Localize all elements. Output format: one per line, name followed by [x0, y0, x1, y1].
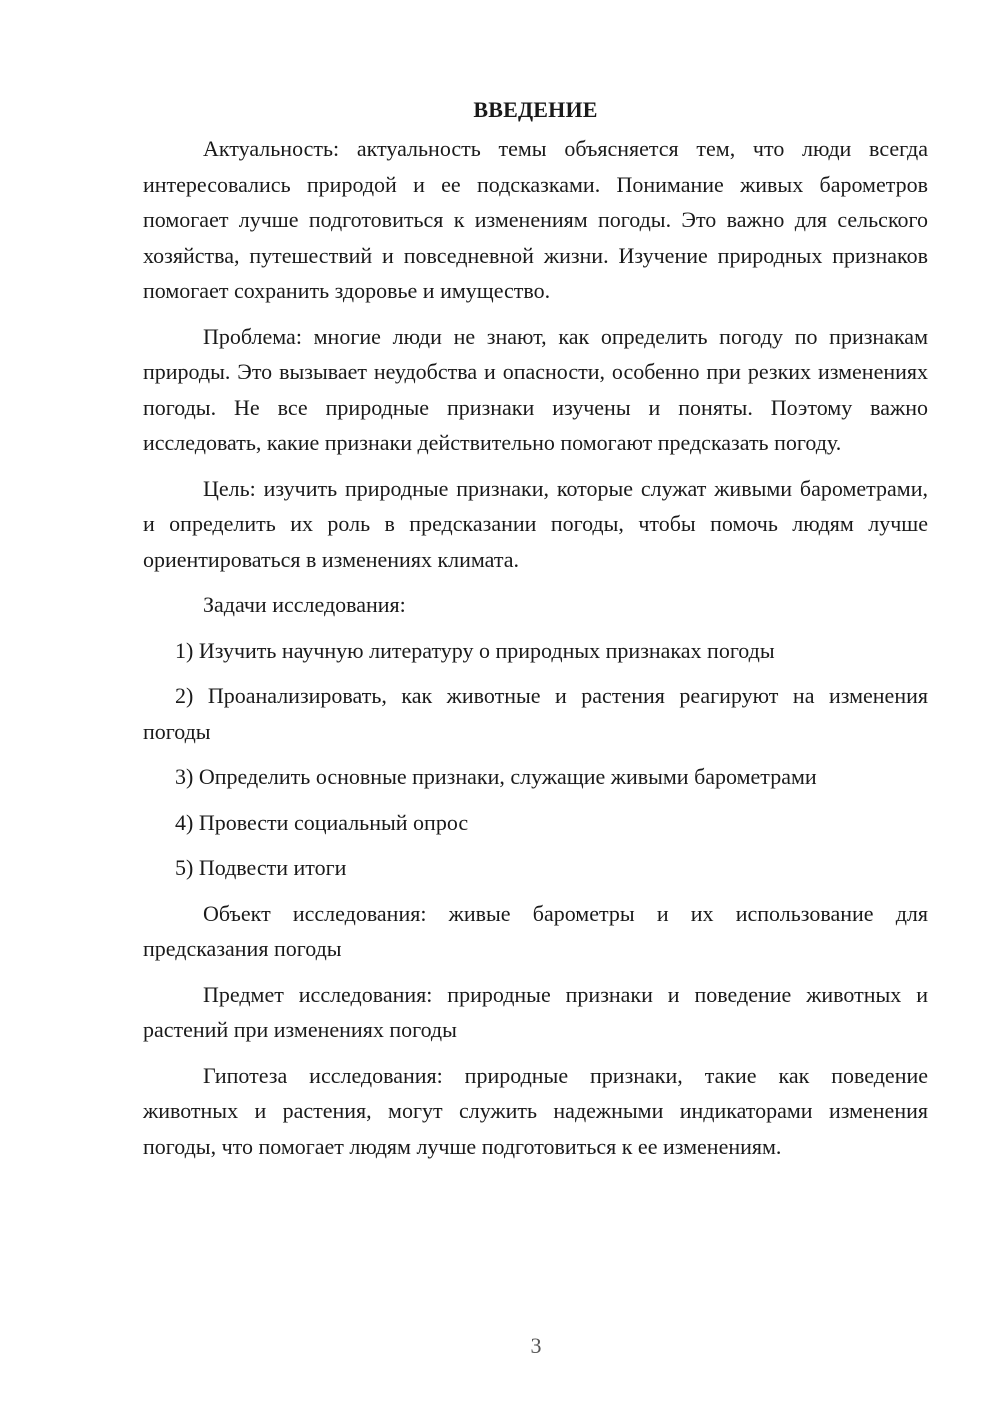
paragraph-problem: Проблема: многие люди не знают, как определить погоду по признакам природы. Это вызывает неудобства и опасности, особенно при резких изменениях погоды. Не все природные признаки изучены и поняты. Поэтому важно исследовать, какие признаки действительно помогают предсказать погоду.: [143, 323, 928, 455]
paragraph-tasks-heading: Задачи исследования:: [203, 592, 406, 617]
paragraph-object: Объект исследования: живые барометры и их использование для предсказания погоды: [143, 900, 928, 961]
page-content: [143, 92, 928, 1174]
task-item-2: 2) Проанализировать, как животные и растения реагируют на изменения погоды: [143, 683, 928, 744]
paragraph-goal: Цель: изучить природные признаки, которые служат живыми барометрами, и определить их роль в предсказании погоды, чтобы помочь людям лучше ориентироваться в изменениях климата.: [143, 475, 928, 572]
paragraph-subject: Предмет исследования: природные признаки и поведение животных и растений при изменениях погоды: [143, 981, 928, 1042]
task-item-5: 5) Подвести итоги: [175, 855, 347, 880]
page-number: 3: [530, 1333, 542, 1358]
task-item-4: 4) Провести социальный опрос: [175, 809, 469, 835]
task-item-3: 3) Определить основные признаки, служащие живыми барометрами: [175, 764, 817, 789]
paragraph-relevance: Актуальность: актуальность темы объясняется тем, что люди всегда интересовались природой и ее подсказками. Понимание живых барометров помогает лучше подготовиться к изменениям погоды. Это важно для сельского хозяйства, путешествий и повседневной жизни. Изучение природных признаков помогает сохранить здоровье и имущество.: [143, 136, 928, 303]
paragraph-hypothesis: Гипотеза исследования: природные признаки, такие как поведение животных и растения, могут служить надежными индикаторами изменения погоды, что помогает людям лучше подготовиться к ее изменениям.: [143, 1062, 928, 1159]
page-title: ВВЕДЕНИЕ: [473, 97, 598, 122]
task-item-1: 1) Изучить научную литературу о природных признаках погоды: [175, 637, 775, 663]
